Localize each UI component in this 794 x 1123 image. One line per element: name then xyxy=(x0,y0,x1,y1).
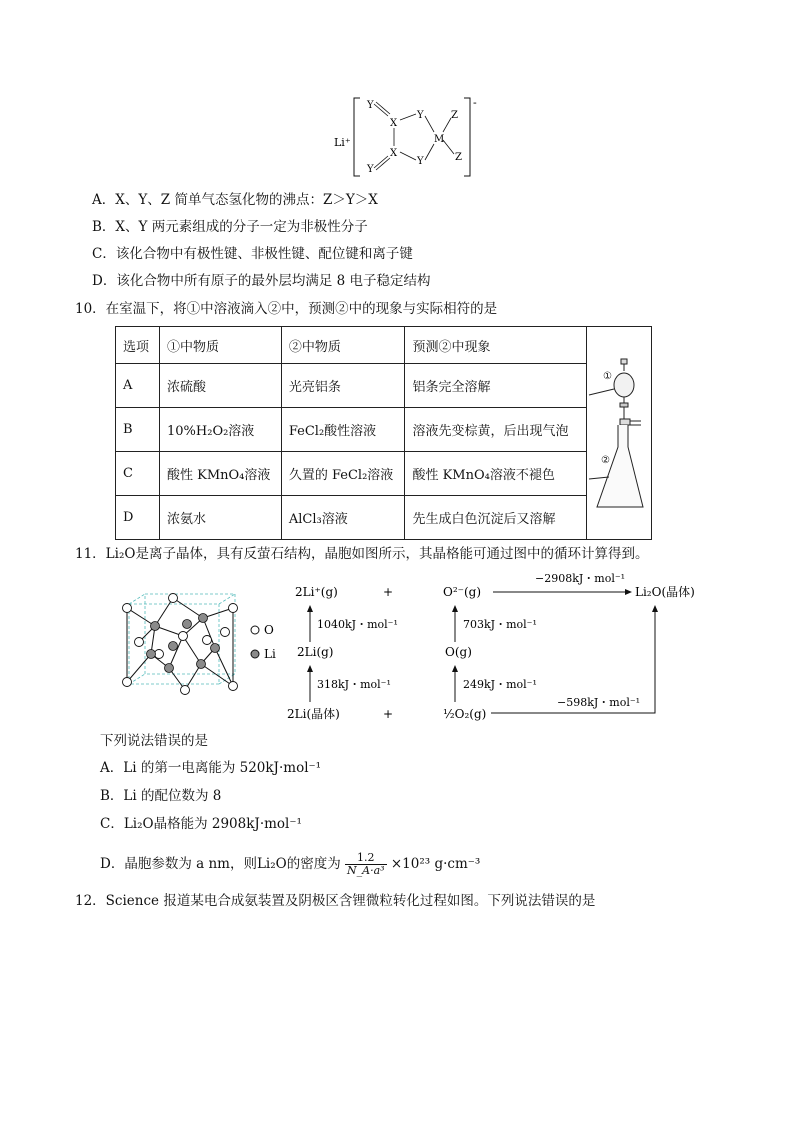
table-row xyxy=(116,496,652,540)
q11-option-d xyxy=(100,848,480,880)
header-substance-1: ①中物质 xyxy=(160,327,282,364)
li-crystal: 2Li(晶体) xyxy=(287,707,340,721)
q10-table xyxy=(115,326,652,540)
atom-z-top: Z xyxy=(451,110,458,121)
o-affinity-energy: 703kJ・mol⁻¹ xyxy=(463,618,537,631)
row-d-option: D xyxy=(116,496,160,540)
row-d-phenomenon: 先生成白色沉淀后又溶解 xyxy=(405,496,587,540)
funnel-label: ① xyxy=(603,371,612,382)
li2o-crystal: Li₂O(晶体) xyxy=(635,585,695,599)
oxide-ion-gas: O²⁻(g) xyxy=(443,585,482,599)
q11-option-b: B．Li 的配位数为 8 xyxy=(100,788,222,804)
row-a-option: A xyxy=(116,364,160,408)
separatory-funnel-flask-diagram xyxy=(587,341,651,521)
table-header-row xyxy=(116,327,652,364)
row-b-option: B xyxy=(116,408,160,452)
header-option: 选项 xyxy=(116,327,160,364)
atom-m: M xyxy=(434,134,445,145)
atom-y-bottom-left: Y xyxy=(367,164,374,175)
q11-option-d-suffix: ×10²³ g·cm⁻³ xyxy=(390,856,481,872)
plus-sign-bottom: + xyxy=(383,707,394,721)
table-row xyxy=(116,364,652,408)
atom-y-top-right: Y xyxy=(417,110,424,121)
row-b-substance-1: 10%H₂O₂溶液 xyxy=(160,408,282,452)
row-c-phenomenon: 酸性 KMnO₄溶液不褪色 xyxy=(405,452,587,496)
header-substance-2: ②中物质 xyxy=(281,327,405,364)
row-b-substance-2: FeCl₂酸性溶液 xyxy=(281,408,405,452)
legend-lithium: Li xyxy=(264,647,276,661)
table-row xyxy=(116,408,652,452)
row-a-substance-1: 浓硫酸 xyxy=(160,364,282,408)
anion-charge: - xyxy=(473,96,477,109)
row-a-substance-2: 光亮铝条 xyxy=(281,364,405,408)
right-bracket xyxy=(464,98,470,176)
lithium-cation: Li⁺ xyxy=(334,136,351,149)
row-b-phenomenon: 溶液先变棕黄，后出现气泡 xyxy=(405,408,587,452)
q11-option-a: A．Li 的第一电离能为 520kJ·mol⁻¹ xyxy=(100,760,322,776)
left-bracket xyxy=(354,98,360,176)
q10-stem: 10．在室温下，将①中溶液滴入②中，预测②中的现象与实际相符的是 xyxy=(75,301,498,317)
table-row xyxy=(116,452,652,496)
header-phenomenon: 预测②中现象 xyxy=(405,327,587,364)
row-c-substance-2: 久置的 FeCl₂溶液 xyxy=(281,452,405,496)
li-atomization-energy: 318kJ・mol⁻¹ xyxy=(317,678,391,691)
q11-ask: 下列说法错误的是 xyxy=(100,733,208,749)
atom-y-top-left: Y xyxy=(367,100,374,111)
legend-oxygen: O xyxy=(264,623,274,637)
atom-x-top: X xyxy=(390,118,398,129)
atom-y-bottom-right: Y xyxy=(417,156,424,167)
row-a-phenomenon: 铝条完全溶解 xyxy=(405,364,587,408)
lattice-energy-label: −2908kJ・mol⁻¹ xyxy=(535,572,626,585)
born-haber-cycle-diagram xyxy=(285,570,715,722)
density-denominator: N_A·a³ xyxy=(347,864,385,877)
q9-option-c: C．该化合物中有极性键、非极性键、配位键和离子键 xyxy=(92,246,413,262)
q9-option-a: A．X、Y、Z 简单气态氢化物的沸点：Z＞Y＞X xyxy=(92,192,378,208)
o-dissociation-energy: 249kJ・mol⁻¹ xyxy=(463,678,537,691)
oxygen-atom-gas: O(g) xyxy=(445,645,472,659)
row-c-substance-1: 酸性 KMnO₄溶液 xyxy=(160,452,282,496)
q11-option-d-prefix: D．晶胞参数为 a nm，则Li₂O的密度为 xyxy=(100,856,341,872)
q9-option-b: B．X、Y 两元素组成的分子一定为非极性分子 xyxy=(92,219,368,235)
q11-option-c: C．Li₂O晶格能为 2908kJ·mol⁻¹ xyxy=(100,816,302,832)
flask-label: ② xyxy=(601,455,610,466)
apparatus-cell xyxy=(587,327,652,540)
row-c-option: C xyxy=(116,452,160,496)
li-ionization-energy: 1040kJ・mol⁻¹ xyxy=(317,618,398,631)
q9-option-d: D．该化合物中所有原子的最外层均满足 8 电子稳定结构 xyxy=(92,273,431,289)
row-d-substance-2: AlCl₃溶液 xyxy=(281,496,405,540)
anion-structure-diagram xyxy=(330,94,490,180)
li-ion-gas: 2Li⁺(g) xyxy=(295,585,338,599)
q12-stem: 12．Science 报道某电合成氨装置及阴极区含锂微粒转化过程如图。下列说法错误的是 xyxy=(75,893,596,909)
formation-energy: −598kJ・mol⁻¹ xyxy=(557,696,641,709)
plus-sign-top: + xyxy=(383,585,394,599)
density-fraction xyxy=(345,852,387,877)
atom-x-bottom: X xyxy=(390,148,398,159)
half-oxygen-gas: ½O₂(g) xyxy=(443,707,487,721)
li2o-unit-cell-diagram xyxy=(115,590,290,702)
row-d-substance-1: 浓氨水 xyxy=(160,496,282,540)
li-atom-gas: 2Li(g) xyxy=(297,645,334,659)
q11-stem: 11．Li₂O是离子晶体，具有反萤石结构，晶胞如图所示，其晶格能可通过图中的循环计算得到。 xyxy=(75,546,649,562)
density-numerator: 1.2 xyxy=(345,852,387,865)
atom-z-bottom: Z xyxy=(455,152,462,163)
